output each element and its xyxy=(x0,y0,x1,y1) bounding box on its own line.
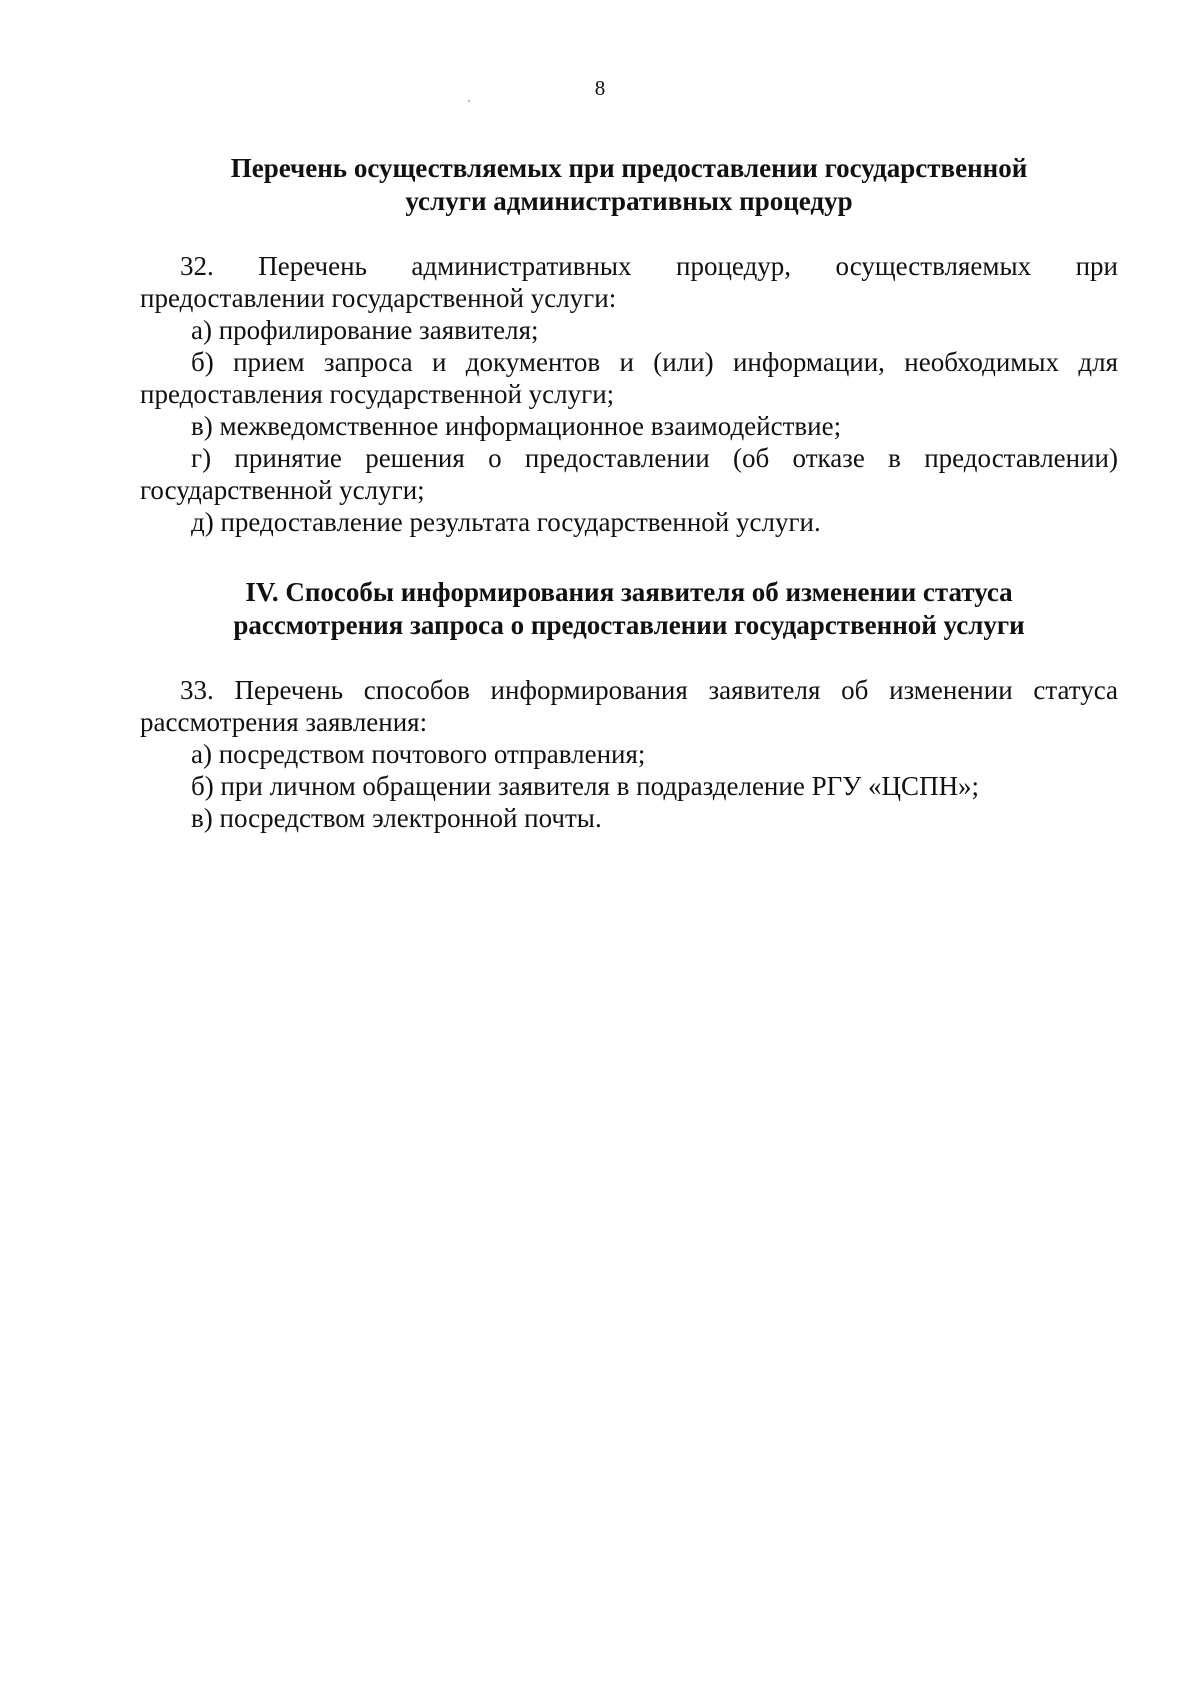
list-item: б) прием запроса и документов и (или) информации, необходимых для предоставления государственной услуги; xyxy=(140,347,1118,409)
list-item: в) посредством электронной почты. xyxy=(191,803,602,833)
paragraph-32: 32. Перечень административных процедур, осуществляемых при предоставлении государственной услуги: xyxy=(140,251,1118,313)
list-item: д) предоставление результата государственной услуги. xyxy=(191,507,821,537)
heading-line: Перечень осуществляемых при предоставлении государственной xyxy=(230,153,1028,183)
scan-artifact xyxy=(468,100,470,102)
list-item: б) при личном обращении заявителя в подразделение РГУ «ЦСПН»; xyxy=(191,771,980,801)
heading-line: рассмотрения запроса о предоставлении государственной услуги xyxy=(233,610,1025,640)
document-body xyxy=(140,152,1118,834)
heading-line: услуги административных процедур xyxy=(405,186,853,216)
list-item: г) принятие решения о предоставлении (об отказе в предоставлении) государственной услуги; xyxy=(140,443,1118,505)
paragraph-33: 33. Перечень способов информирования заявителя об изменении статуса рассмотрения заявления: xyxy=(140,675,1118,737)
page-number: 8 xyxy=(594,76,606,100)
list-item: в) межведомственное информационное взаимодействие; xyxy=(191,411,842,441)
list-item: а) посредством почтового отправления; xyxy=(191,739,646,769)
list-item: а) профилирование заявителя; xyxy=(191,315,539,345)
section-heading-procedures xyxy=(140,152,1118,218)
heading-line: IV. Способы информирования заявителя об изменении статуса xyxy=(245,577,1013,607)
section-heading-iv xyxy=(140,576,1118,642)
